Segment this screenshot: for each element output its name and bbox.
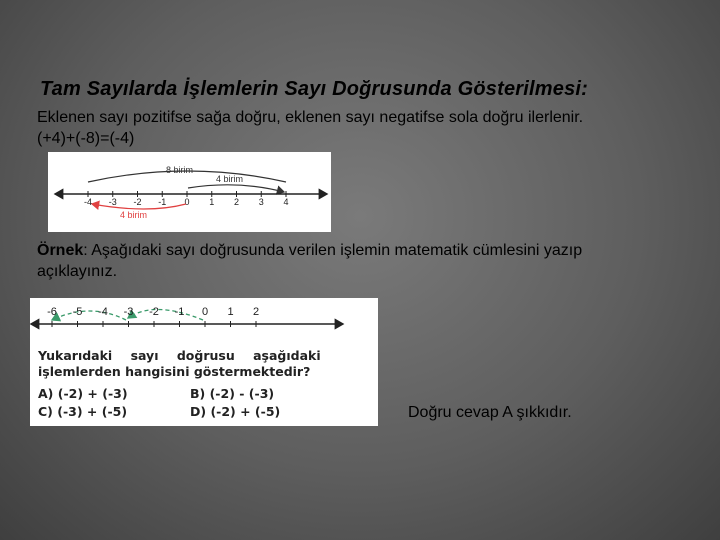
- question-line-2: işlemlerden hangisini göstermektedir?: [38, 364, 311, 379]
- line1-tick-label: 1: [209, 197, 215, 207]
- line1-tick-label: -2: [133, 197, 142, 207]
- arc-green-1: [128, 309, 203, 320]
- line2-tick-label: 2: [252, 306, 260, 318]
- line2-tick-label: 0: [201, 306, 209, 318]
- answer-text: Doğru cevap A şıkkıdır.: [408, 404, 572, 421]
- line1-tick-label: 3: [258, 197, 264, 207]
- line1-tick-label: -1: [158, 197, 167, 207]
- arc-4-birim-right: [188, 185, 284, 192]
- line2-tick-label: -5: [72, 306, 83, 318]
- slide-title: Tam Sayılarda İşlemlerin Sayı Doğrusunda Gösterilmesi:: [40, 78, 589, 100]
- arc-green-2: [52, 311, 126, 320]
- equation-text: (+4)+(-8)=(-4): [37, 130, 135, 147]
- line2-tick-label: -3: [123, 306, 134, 318]
- example-label: Örnek: [37, 242, 84, 259]
- label-8-birim: 8 birim: [166, 165, 194, 175]
- line1-tick-label: -4: [83, 197, 93, 207]
- line2-tick-label: -1: [174, 306, 185, 318]
- line2-tick-label: -4: [98, 306, 108, 318]
- rule-text: Eklenen sayı pozitifse sağa doğru, eklenen sayı negatifse sola doğru ilerlenir.: [37, 109, 584, 126]
- number-line-figure-1: [48, 152, 331, 232]
- line2-tick-label: -2: [149, 306, 159, 318]
- option-b: B) (-2) - (-3): [190, 386, 275, 401]
- number-line-2-svg: [30, 298, 378, 342]
- example-line-1: Örnek: Aşağıdaki sayı doğrusunda verilen işlemin matematik cümlesini yazıp: [37, 242, 583, 259]
- label-4-birim-bottom: 4 birim: [120, 210, 148, 220]
- number-line-1-svg: [48, 152, 331, 232]
- question-figure-2: [30, 298, 378, 426]
- option-c: C) (-3) + (-5): [38, 404, 128, 419]
- label-4-birim-top: 4 birim: [216, 174, 244, 184]
- line1-tick-label: 4: [283, 197, 289, 207]
- line1-tick-label: -3: [108, 197, 117, 207]
- line1-tick-label: 2: [233, 197, 240, 207]
- line1-tick-label: 0: [184, 197, 190, 207]
- question-line-1: Yukarıdaki sayı doğrusu aşağıdaki: [38, 348, 321, 363]
- example-line-2: açıklayınız.: [37, 263, 118, 280]
- option-d: D) (-2) + (-5): [190, 404, 281, 419]
- line2-tick-label: 1: [227, 306, 234, 318]
- line2-tick-label: -6: [47, 306, 57, 318]
- option-a: A) (-2) + (-3): [38, 386, 128, 401]
